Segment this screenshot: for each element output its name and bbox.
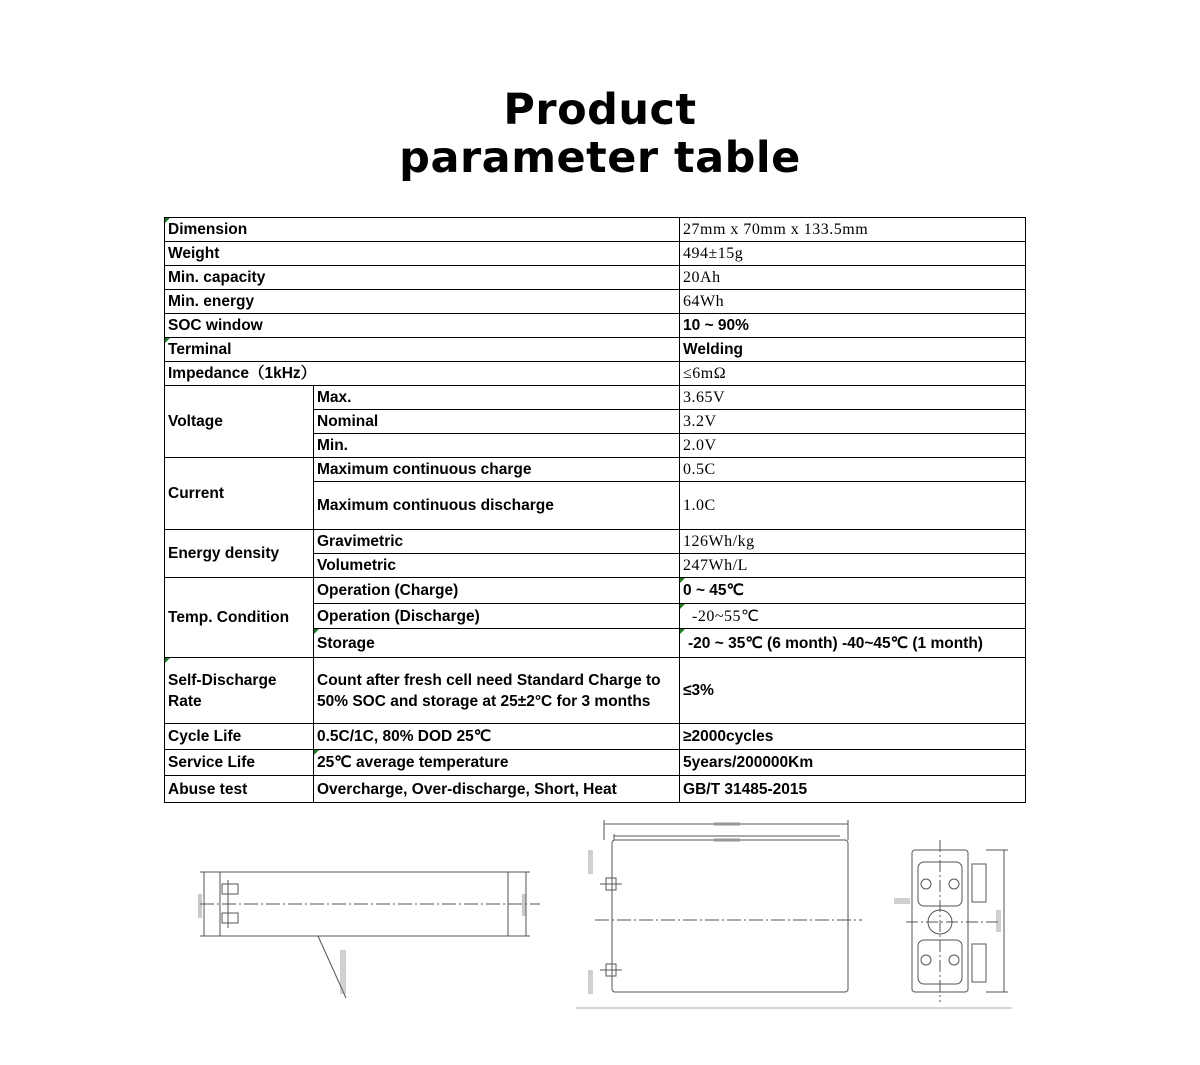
- table-row: [165, 386, 1026, 410]
- row-label: SOC window: [165, 314, 680, 338]
- sub-label: Maximum continuous discharge: [314, 482, 680, 530]
- table-row: [165, 314, 1026, 338]
- row-value: 0 ~ 45℃: [680, 578, 1026, 604]
- row-label: Impedance（1kHz）: [165, 362, 680, 386]
- sub-label: Volumetric: [314, 554, 680, 578]
- front-view-drawing: [576, 820, 1012, 1008]
- side-view-drawing: [200, 872, 540, 998]
- row-value: 126Wh/kg: [680, 530, 1026, 554]
- row-label: Terminal: [165, 338, 680, 362]
- end-view-dimension-marks: [894, 898, 1001, 932]
- row-label: Service Life: [165, 750, 314, 776]
- sub-label: Storage: [314, 629, 680, 658]
- group-label: Temp. Condition: [165, 578, 314, 658]
- row-value: ≤6mΩ: [680, 362, 1026, 386]
- title-line-1: Product: [503, 85, 697, 135]
- row-value: 0.5C: [680, 458, 1026, 482]
- row-value: 5years/200000Km: [680, 750, 1026, 776]
- row-value: -20~55℃: [680, 604, 1026, 629]
- table-row: [165, 338, 1026, 362]
- row-label: Dimension: [165, 218, 680, 242]
- row-value: GB/T 31485-2015: [680, 776, 1026, 803]
- table-row: [165, 218, 1026, 242]
- sub-label: Nominal: [314, 410, 680, 434]
- table-row: [165, 724, 1026, 750]
- table-row: [165, 578, 1026, 604]
- group-label: Current: [165, 458, 314, 530]
- row-label: Min. capacity: [165, 266, 680, 290]
- row-value: 1.0C: [680, 482, 1026, 530]
- row-value: 3.65V: [680, 386, 1026, 410]
- row-condition: Count after fresh cell need Standard Charge to 50% SOC and storage at 25±2°C for 3 months: [314, 658, 680, 724]
- end-view-drawing: [906, 840, 1008, 1002]
- table-row: [165, 658, 1026, 724]
- side-view-dimension-marks: [198, 894, 526, 994]
- row-condition: Overcharge, Over-discharge, Short, Heat: [314, 776, 680, 803]
- sub-label: Maximum continuous charge: [314, 458, 680, 482]
- sub-label: Max.: [314, 386, 680, 410]
- sub-label: Operation (Discharge): [314, 604, 680, 629]
- row-condition: 0.5C/1C, 80% DOD 25℃: [314, 724, 680, 750]
- table-row: [165, 266, 1026, 290]
- sub-label: Operation (Charge): [314, 578, 680, 604]
- technical-drawings: [0, 810, 1200, 1050]
- table-row: [165, 290, 1026, 314]
- page-title: [0, 86, 1200, 182]
- row-value: Welding: [680, 338, 1026, 362]
- row-value: 20Ah: [680, 266, 1026, 290]
- row-value: 64Wh: [680, 290, 1026, 314]
- row-label: Weight: [165, 242, 680, 266]
- row-value: 27mm x 70mm x 133.5mm: [680, 218, 1026, 242]
- row-label: Min. energy: [165, 290, 680, 314]
- row-value: 2.0V: [680, 434, 1026, 458]
- table-row: [165, 750, 1026, 776]
- row-label: Self-Discharge Rate: [165, 658, 314, 724]
- title-line-2: parameter table: [399, 133, 801, 183]
- sub-label: Min.: [314, 434, 680, 458]
- row-value: 3.2V: [680, 410, 1026, 434]
- front-view-dimension-marks: [588, 822, 740, 994]
- parameter-table: [164, 217, 1026, 803]
- sub-label: Gravimetric: [314, 530, 680, 554]
- row-label: Abuse test: [165, 776, 314, 803]
- row-value: 247Wh/L: [680, 554, 1026, 578]
- group-label: Energy density: [165, 530, 314, 578]
- row-value: -20 ~ 35℃ (6 month) -40~45℃ (1 month): [680, 629, 1026, 658]
- row-value: ≤3%: [680, 658, 1026, 724]
- table-row: [165, 362, 1026, 386]
- row-value: 494±15g: [680, 242, 1026, 266]
- row-value: ≥2000cycles: [680, 724, 1026, 750]
- row-value: 10 ~ 90%: [680, 314, 1026, 338]
- group-label: Voltage: [165, 386, 314, 458]
- table-row: [165, 530, 1026, 554]
- row-label: Cycle Life: [165, 724, 314, 750]
- table-row: [165, 458, 1026, 482]
- table-row: [165, 242, 1026, 266]
- table-row: [165, 776, 1026, 803]
- row-condition: 25℃ average temperature: [314, 750, 680, 776]
